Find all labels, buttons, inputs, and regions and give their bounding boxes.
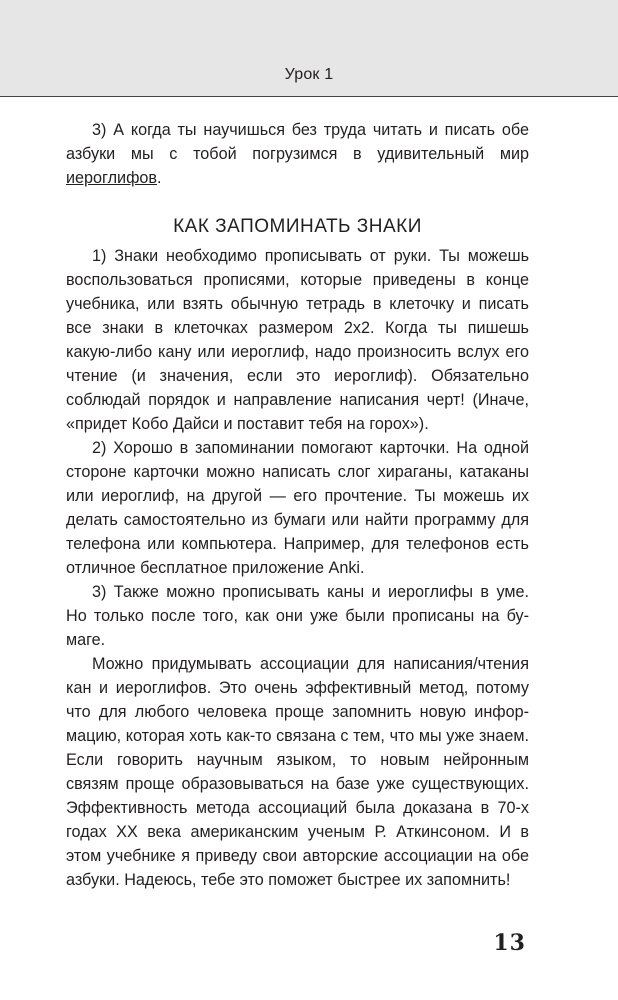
section-paragraph-2: 2) Хорошо в запоминании помогают карточки. На одной стороне карточки можно написать слог хираганы, катаканы или иероглиф, на другой — его прочтение. Ты можешь их делать самостоятельно из бумаги или найти программу для телефона или компьютера. Например, для телефонов есть отличное бесплатное приложение Anki. bbox=[66, 439, 529, 577]
intro-paragraph-3-text: 3) А когда ты научишься без труда читать и писать обе азбуки мы с тобой погрузимся в удивительный мир bbox=[66, 121, 529, 163]
section-paragraph-1: 1) Знаки необходимо прописывать от руки. Ты можешь воспользоваться прописями, которые приведены в конце учебника, или взять обычную тетрадь в клеточку и писать все знаки в клеточках размером 2х2. Когда ты пишешь какую-либо кану или иероглиф, надо произносить вслух его чтение (и значения, если это иероглиф). Обязательно соблюдай порядок и направление написания черт! (Иначе, «придет Кобо Дайси и поставит тебя на горох»). bbox=[66, 247, 529, 433]
running-header-lesson: Урок 1 bbox=[284, 66, 334, 83]
page-body bbox=[66, 118, 529, 892]
section-paragraph-3: 3) Также можно прописывать каны и иероглифы в уме. Но только после того, как они уже были прописаны на бумаге. bbox=[66, 583, 529, 649]
intro-paragraph-3-end: . bbox=[157, 169, 162, 187]
page-number: 13 bbox=[493, 930, 526, 956]
section-heading: КАК ЗАПОМИНАТЬ ЗНАКИ bbox=[173, 216, 422, 237]
page-header-band bbox=[0, 0, 618, 97]
hieroglyphs-link[interactable]: иероглифов bbox=[66, 169, 158, 187]
intro-paragraph-3 bbox=[66, 118, 529, 190]
section-paragraph-4: Можно придумывать ассоциации для написания/чтения кан и иероглифов. Это очень эффективный метод, потому что для любого человека проще запомнить новую информацию, которая хоть как-то связана с тем, что мы уже знаем. Если говорить научным языком, то новым нейронным связям проще образовываться на базе уже существующих. Эффективность метода ассоциаций была доказана в 70-х годах XX века американским ученым Р. Аткинсоном. И в этом учебнике я приведу свои авторские ассоциации на обе азбуки. Надеюсь, тебе это поможет быстрее их запомнить! bbox=[66, 655, 529, 889]
